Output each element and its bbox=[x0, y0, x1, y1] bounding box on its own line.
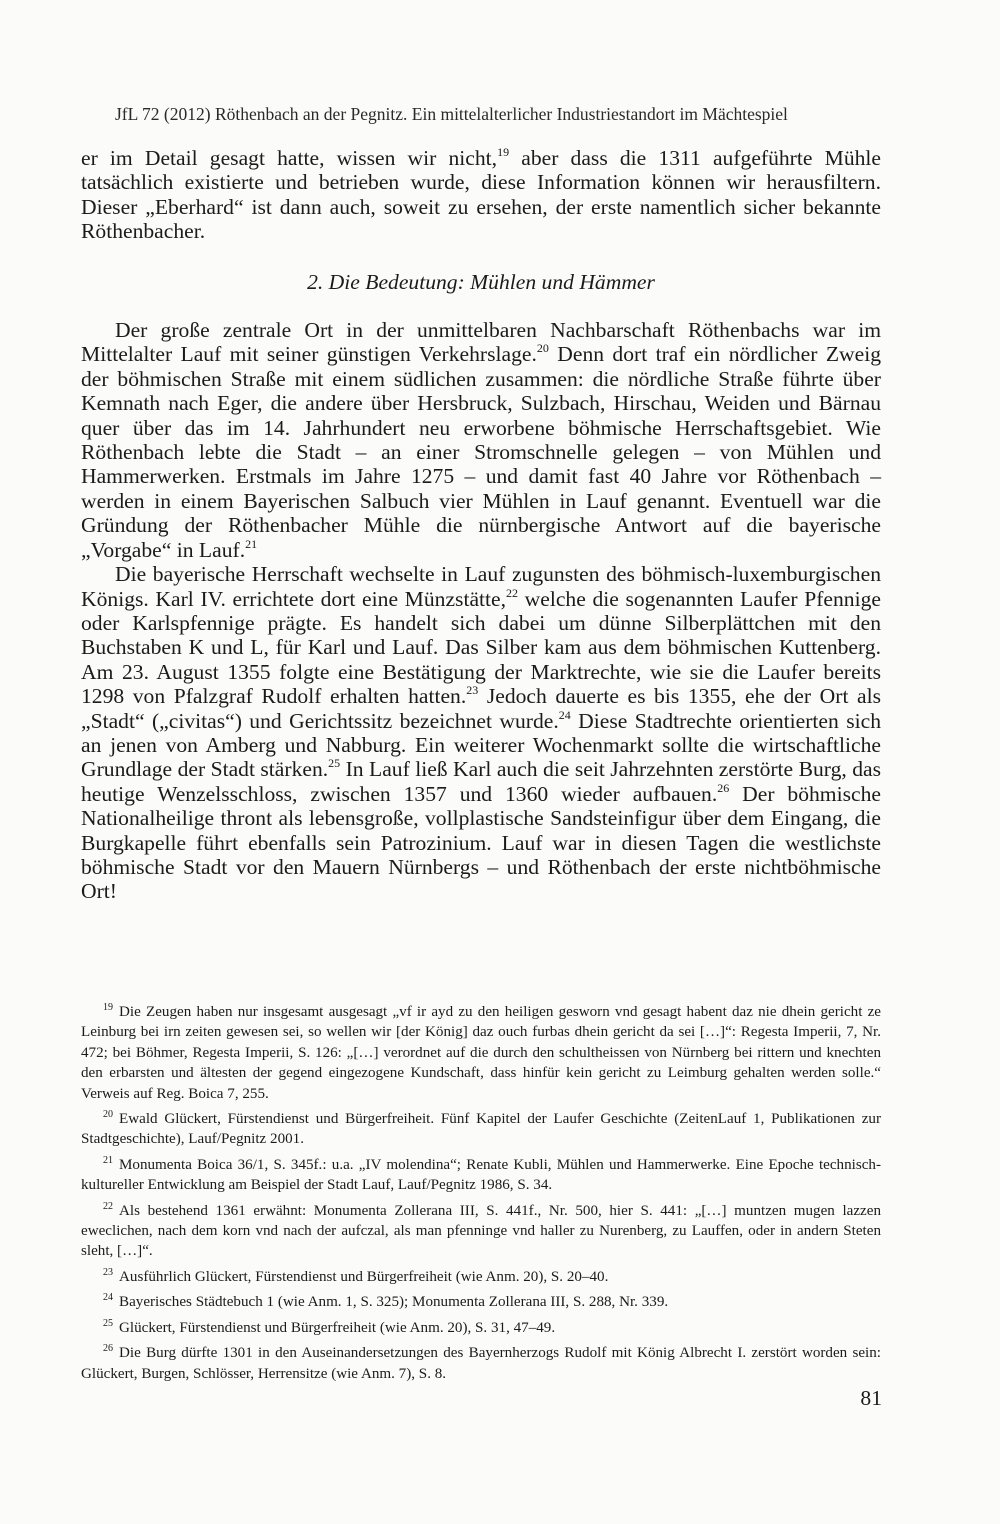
paragraph-text: Jedoch dauerte es bis 1355, ehe der Ort als „Stadt“ („civitas“) und Gerichtssitz bezeichnet wurde. bbox=[81, 684, 882, 733]
footnote-text: Als bestehend 1361 erwähnt: Monumenta Zollerana III, S. 441f., Nr. 500, hier S. 441: „[…] muntzen mugen lazzen eweclichen, nach dem korn vnd nach der aufczal, als man pfenninge vnd haller zu Nurenberg, zu Lauffen, oder in andern Steten sleht, […]“. bbox=[81, 1202, 881, 1260]
footnote-text: Die Burg dürfte 1301 in den Auseinandersetzungen des Bayernherzogs Rudolf mit König Albrecht I. zerstört worden sein: Glückert, Burgen, Schlösser, Herrensitze (wie Anm. 7), S. 8. bbox=[81, 1345, 881, 1382]
footnote-number: 25 bbox=[103, 1317, 113, 1329]
footnote bbox=[81, 1318, 881, 1338]
footnote-text: Bayerisches Städtebuch 1 (wie Anm. 1, S. 325); Monumenta Zollerana III, S. 288, Nr. 339. bbox=[119, 1294, 669, 1311]
paragraph-text: In Lauf ließ Karl auch die seit Jahrzehnten zerstörte Burg, das heutige Wenzelsschloss, zwischen 1357 und 1360 wieder aufbauen. bbox=[81, 757, 881, 806]
footnote-reference[interactable]: 21 bbox=[245, 536, 258, 551]
footnote-reference[interactable]: 26 bbox=[717, 780, 730, 795]
paragraph-text: Denn dort traf ein nördlicher Zweig der böhmischen Straße mit einem südlichen zusammen: die nördliche Straße führte über Kemnath nach Eger, die andere über Hersbruck, Sulzbach, Hirschau, Weiden und Bärnau quer über das im 14. Jahrhundert neu erworbene böhmische Herrschaftsgebiet. Wie Röthenbach lebte die Stadt – an einer Stromschnelle gelegen – von Mühlen und Hammerwerken. Erstmals im Jahre 1275 – und damit fast 40 Jahre vor Röthenbach – werden in einem Bayerischen Salbuch vier Mühlen in Lauf genannt. Eventuell war die Gründung der Röthenbacher Mühle die nürnbergische Antwort auf die bayerische „Vorgabe“ in Lauf. bbox=[81, 342, 881, 562]
footnotes bbox=[81, 1002, 881, 1389]
footnote-number: 24 bbox=[103, 1292, 113, 1304]
paragraphs-after-heading bbox=[81, 318, 881, 904]
footnote bbox=[81, 1267, 881, 1287]
paragraph-text: Diese Stadtrechte orientierten sich an jenen von Amberg und Nabburg. Ein weiterer Wochenmarkt sollte die wirtschaftliche Grundlage der Stadt stärken. bbox=[81, 708, 882, 782]
paragraph-text: Der große zentrale Ort in der unmittelbaren Nachbarschaft Röthenbachs war im Mittelalter Lauf mit seiner günstigen Verkehrslage. bbox=[81, 318, 881, 367]
paragraph bbox=[81, 318, 881, 562]
page-number: 81 bbox=[860, 1386, 882, 1410]
footnote-text: Glückert, Fürstendienst und Bürgerfreiheit (wie Anm. 20), S. 31, 47–49. bbox=[119, 1319, 556, 1336]
footnote-number: 19 bbox=[103, 1002, 113, 1013]
paragraph bbox=[81, 146, 881, 244]
footnote-reference[interactable]: 23 bbox=[466, 683, 479, 698]
paragraph bbox=[81, 562, 881, 904]
footnote-number: 23 bbox=[103, 1266, 113, 1278]
footnote bbox=[81, 1201, 881, 1262]
footnote bbox=[81, 1292, 881, 1312]
footnote-number: 20 bbox=[103, 1109, 113, 1121]
footnote-reference[interactable]: 20 bbox=[536, 341, 549, 356]
running-header: JfL 72 (2012) Röthenbach an der Pegnitz. Ein mittelalterlicher Industriestandort im Mächtespiel bbox=[115, 104, 788, 124]
section-heading: 2. Die Bedeutung: Mühlen und Hämmer bbox=[307, 269, 655, 294]
paragraphs-before-heading bbox=[81, 146, 881, 244]
footnote-text: Ewald Glückert, Fürstendienst und Bürgerfreiheit. Fünf Kapitel der Laufer Geschichte (ZeitenLauf 1, Publikationen zur Stadtgeschichte), Lauf/Pegnitz 2001. bbox=[81, 1111, 881, 1148]
paragraph-text: Die bayerische Herrschaft wechselte in Lauf zugunsten des böhmisch-luxemburgischen Königs. Karl IV. errichtete dort eine Münzstätte, bbox=[81, 562, 881, 611]
footnote-number: 22 bbox=[103, 1200, 113, 1212]
paragraph-text: er im Detail gesagt hatte, wissen wir nicht, bbox=[81, 146, 498, 170]
footnote-reference[interactable]: 22 bbox=[506, 585, 519, 600]
footnote bbox=[81, 1002, 881, 1104]
footnote bbox=[81, 1155, 881, 1196]
footnote-reference[interactable]: 24 bbox=[558, 707, 571, 722]
footnote-number: 26 bbox=[103, 1343, 113, 1355]
footnote-number: 21 bbox=[103, 1154, 113, 1166]
body-text bbox=[81, 146, 881, 904]
footnote bbox=[81, 1343, 881, 1384]
footnote-reference[interactable]: 19 bbox=[497, 145, 510, 159]
paragraph-text: welche die sogenannten Laufer Pfennige oder Karlspfennige prägte. Es handelt sich dabei um dünne Silberplättchen mit den Buchstaben K und L, für Karl und Lauf. Das Silber kam aus dem böhmischen Kuttenberg. Am 23. August 1355 folgte eine Bestätigung der Marktrechte, wie sie die Laufer bereits 1298 von Pfalzgraf Rudolf erhalten hatten. bbox=[81, 586, 881, 709]
footnote-text: Ausführlich Glückert, Fürstendienst und Bürgerfreiheit (wie Anm. 20), S. 20–40. bbox=[119, 1268, 609, 1285]
paragraph-text: Der böhmische Nationalheilige thront als lebensgroße, vollplastische Sandsteinfigur über dem Eingang, die Burgkapelle führt ebenfalls sein Patrozinium. Lauf war in diesen Tagen die westlichste böhmische Stadt vor den Mauern Nürnbergs – und Röthenbach der erste nichtböhmische Ort! bbox=[81, 781, 881, 904]
footnote-text: Monumenta Boica 36/1, S. 345f.: u.a. „IV molendina“; Renate Kubli, Mühlen und Hammerwerke. Eine Epoche technisch-kultureller Entwicklung am Beispiel der Stadt Lauf, Lauf/Pegnitz 1986, S. 34. bbox=[81, 1156, 881, 1194]
footnote-text: Die Zeugen haben nur insgesamt ausgesagt „vf ir ayd zu den heiligen gesworn vnd gesagt habent daz nie dhein gericht ze Leinburg bei irn zeiten gewesen sei, so wellen wir [der König] daz ouch furbas dhein gericht da sei […]“: Regesta Imperii, 7, Nr. 472; bei Böhmer, Regesta Imperii, S. 126: „[…] verordnet auf die durch den schultheissen von Nürnberg bei rittern und knechten den erbarsten und ältesten der gegend eingezogene Kundschaft, dass hinfür kein gericht zu Leimburg gehalten werden solle.“ Verweis auf Reg. Boica 7, 255. bbox=[81, 1004, 881, 1102]
footnote bbox=[81, 1109, 881, 1150]
paragraph-text: aber dass die 1311 aufgeführte Mühle tatsächlich existierte und betrieben wurde, diese Information können wir herausfiltern. Dieser „Eberhard“ ist dann auch, soweit zu ersehen, der erste namentlich sicher bekannte Röthenbacher. bbox=[81, 146, 881, 244]
footnote-reference[interactable]: 25 bbox=[328, 756, 341, 771]
